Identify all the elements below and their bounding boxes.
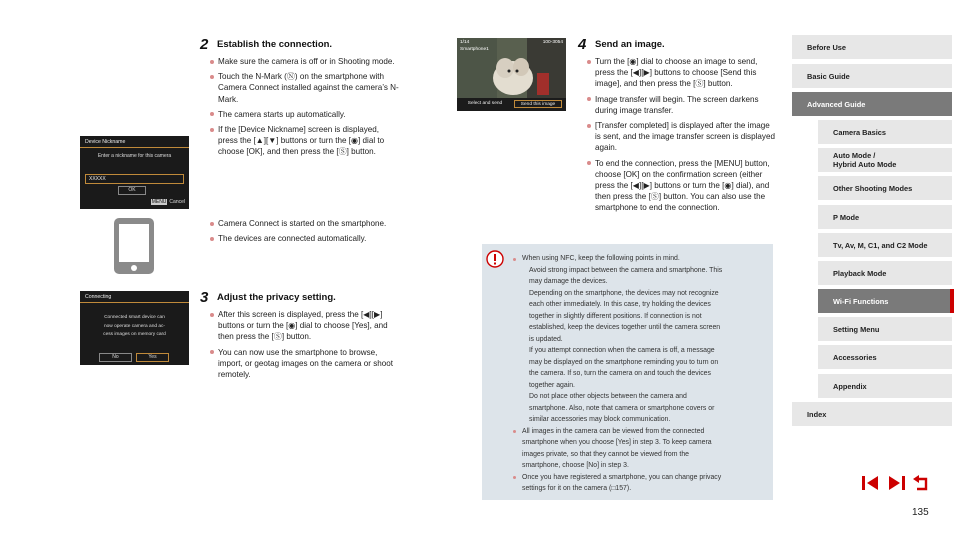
note-line: Depending on the smartphone, the devices may not recognize xyxy=(529,289,719,297)
menu-tag: MENU xyxy=(151,199,167,205)
note-line: smartphone. Also, note that camera or smartphone covers or xyxy=(529,404,715,412)
note-line: smartphone when you choose [Yes] in step 3. To keep camera xyxy=(522,439,712,446)
note-text xyxy=(511,253,769,495)
step-2-bullets-2 xyxy=(209,218,401,248)
nav-accessories[interactable]: Accessories xyxy=(818,345,952,369)
nav-basic-guide[interactable]: Basic Guide xyxy=(792,64,952,88)
nav-appendix[interactable]: Appendix xyxy=(818,374,952,398)
list-item: The camera starts up automatically. xyxy=(209,109,401,120)
step-3-title: Adjust the privacy setting. xyxy=(217,292,336,303)
list-item: After this screen is displayed, press the [◀][▶] buttons or turn the [◉] dial to choose [Yes], and then press the [Ⓢ] button. xyxy=(209,309,401,343)
device-name: Smartphone1 xyxy=(460,47,489,52)
next-page-icon[interactable] xyxy=(887,474,905,492)
note-line: is updated. xyxy=(529,335,563,343)
note-line: All images in the camera can be viewed from the connected xyxy=(511,426,769,438)
screen-title: Device Nickname xyxy=(85,139,126,145)
step-4-heading xyxy=(578,36,665,53)
nav-camera-basics[interactable]: Camera Basics xyxy=(818,120,952,144)
note-line: Once you have registered a smartphone, you can change privacy xyxy=(511,472,769,484)
step-3-number: 3 xyxy=(200,289,209,306)
nav-advanced-guide[interactable]: Advanced Guide xyxy=(792,92,952,116)
nav-before-use[interactable]: Before Use xyxy=(792,35,952,59)
return-icon[interactable] xyxy=(912,474,930,492)
step-3-heading xyxy=(200,289,336,306)
note-line: Avoid strong impact between the camera and smartphone. This xyxy=(529,266,723,274)
nickname-field[interactable]: XXXXX xyxy=(85,174,184,184)
list-item: [Transfer completed] is displayed after the image is sent, and the image transfer screen is displayed again. xyxy=(586,120,776,154)
note-line: smartphone, choose [No] in step 3. xyxy=(522,462,629,469)
smartphone-icon xyxy=(114,218,154,274)
nav-setting-menu[interactable]: Setting Menu xyxy=(818,317,952,341)
connecting-message xyxy=(80,314,189,340)
step-4-number: 4 xyxy=(578,36,587,53)
list-item: Make sure the camera is off or in Shooting mode. xyxy=(209,56,401,67)
nav-wifi-functions[interactable]: Wi-Fi Functions xyxy=(818,289,952,313)
list-item: The devices are connected automatically. xyxy=(209,233,401,244)
message-line: Connected smart device can xyxy=(104,315,165,320)
yes-button[interactable]: Yes xyxy=(136,353,169,362)
note-line: the camera. If so, turn the camera on and touch the devices xyxy=(529,370,711,377)
device-nickname-screen xyxy=(80,136,189,209)
select-and-send-button[interactable]: Select and send xyxy=(467,101,503,106)
step-3-bullets xyxy=(209,309,401,384)
list-item: If the [Device Nickname] screen is displayed, press the [▲][▼] buttons or turn the [◉] dial to choose [OK], and then press the [Ⓢ] button. xyxy=(209,124,401,158)
note-line: established, keep the devices together until the camera screen xyxy=(529,324,721,331)
list-item: Image transfer will begin. The screen darkens during image transfer. xyxy=(586,94,776,116)
nav-label: Hybrid Auto Mode xyxy=(833,160,897,169)
nav-other-shooting-modes[interactable]: Other Shooting Modes xyxy=(818,176,952,200)
step-4-bullets xyxy=(586,56,776,218)
cancel-label: Cancel xyxy=(169,199,185,205)
step-2-bullets xyxy=(209,56,401,162)
note-line: together in slightly different positions. If connection is not xyxy=(529,312,702,320)
note-line: settings for it on the camera (□157). xyxy=(522,485,632,492)
note-line: together again. xyxy=(529,381,575,389)
send-this-image-button[interactable]: Send this image xyxy=(514,100,562,108)
previous-page-icon[interactable] xyxy=(862,474,880,492)
note-line: similar accessories may block communication. xyxy=(529,416,671,423)
nav-playback-mode[interactable]: Playback Mode xyxy=(818,261,952,285)
note-line: Do not place other objects between the camera and xyxy=(529,393,687,400)
step-2-heading xyxy=(200,36,332,53)
step-2-title: Establish the connection. xyxy=(217,39,333,50)
message-line: cess images on memory card xyxy=(103,332,166,337)
nav-auto-mode[interactable] xyxy=(818,148,952,172)
nav-tv-av-m-mode[interactable]: Tv, Av, M, C1, and C2 Mode xyxy=(818,233,952,257)
ok-button[interactable]: OK xyxy=(118,186,146,195)
connecting-screen xyxy=(80,291,189,365)
step-2-number: 2 xyxy=(200,36,209,53)
send-image-screen xyxy=(457,38,566,111)
nav-p-mode[interactable]: P Mode xyxy=(818,205,952,229)
nav-index[interactable]: Index xyxy=(792,402,952,426)
image-counter: 1/14 xyxy=(460,40,470,45)
current-section-marker xyxy=(950,289,954,313)
note-line: may be displayed on the smartphone reminding you to turn on xyxy=(529,358,719,366)
file-number: 100-3054 xyxy=(542,40,563,45)
message-line: now operate camera and ac- xyxy=(103,323,166,329)
nfc-caution-box xyxy=(482,244,773,500)
no-button[interactable]: No xyxy=(99,353,132,362)
note-line: may damage the devices. xyxy=(529,278,608,285)
page-number: 135 xyxy=(912,507,929,518)
note-line: images private, so that they cannot be viewed from the xyxy=(522,450,689,458)
note-line: When using NFC, keep the following points in mind. xyxy=(511,253,769,265)
list-item: Camera Connect is started on the smartphone. xyxy=(209,218,401,229)
cancel-hint[interactable] xyxy=(151,199,185,205)
list-item: Turn the [◉] dial to choose an image to send, press the [◀][▶] buttons to choose [Send this image], and then press the [Ⓢ] button. xyxy=(586,56,776,90)
list-item: Touch the N-Mark (Ⓝ) on the smartphone with Camera Connect installed against the camera’s N-Mark. xyxy=(209,71,401,105)
step-4-title: Send an image. xyxy=(595,39,665,50)
list-item: To end the connection, press the [MENU] button, choose [OK] on the confirmation screen (either press the [◀][▶] buttons or turn the [◉] dial), and then press the [Ⓢ] button. You can also use the smartphone to end the connection. xyxy=(586,158,776,214)
caution-icon xyxy=(486,250,504,268)
screen-title: Connecting xyxy=(85,294,112,300)
nickname-prompt: Enter a nickname for this camera xyxy=(97,153,172,159)
note-line: If you attempt connection when the camera is off, a message xyxy=(529,347,715,354)
nav-label: Auto Mode / xyxy=(833,151,876,160)
list-item: You can now use the smartphone to browse, import, or geotag images on the camera or shoot remotely. xyxy=(209,347,401,381)
note-line: each other immediately. In this case, try holding the devices xyxy=(529,301,711,308)
